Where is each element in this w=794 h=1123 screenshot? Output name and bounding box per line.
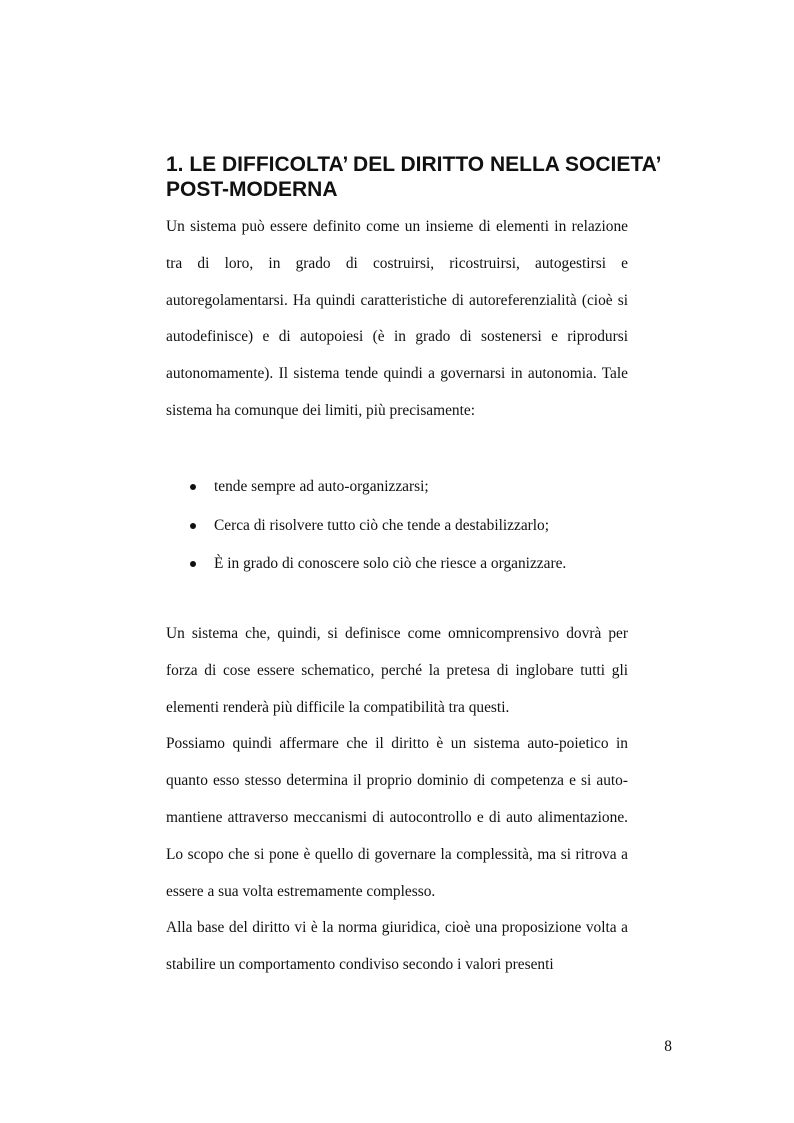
bullet-icon	[190, 484, 196, 490]
list-item-text: È in grado di conoscere solo ciò che riesce a organizzare.	[214, 555, 567, 572]
paragraph-omnicomprehensive: Un sistema che, quindi, si definisce come omnicomprensivo dovrà per forza di cose essere schematico, perché la pretesa di inglobare tutti gli elementi renderà più difficile la compatibilità tra questi.	[166, 625, 628, 716]
list-item	[166, 507, 628, 546]
paragraph-legal-norm: Alla base del diritto vi è la norma giuridica, cioè una proposizione volta a stabilire un comportamento condiviso secondo i valori presenti	[166, 919, 628, 974]
bullet-icon	[190, 561, 196, 567]
bullet-icon	[190, 523, 196, 529]
page-number: 8	[664, 1038, 672, 1055]
chapter-heading: 1. LE DIFFICOLTA’ DEL DIRITTO NELLA SOCIETA’ POST-MODERNA	[166, 153, 661, 201]
limits-list	[166, 468, 628, 584]
list-item-text: Cerca di risolvere tutto ciò che tende a destabilizzarlo;	[214, 516, 550, 534]
body-text-block	[166, 616, 628, 984]
paragraph-autopoietic-law: Possiamo quindi affermare che il diritto è un sistema auto-poietico in quanto esso stesso determina il proprio dominio di competenza e si auto-mantiene attraverso meccanismi di autocontrollo e di auto alimentazione. Lo scopo che si pone è quello di governare la complessità, ma si ritrova a essere a sua volta estremamente complesso.	[166, 735, 628, 900]
list-item-text: tende sempre ad auto-organizzarsi;	[214, 478, 429, 495]
list-item	[166, 468, 628, 507]
paragraph-system-definition: Un sistema può essere definito come un insieme di elementi in relazione tra di loro, in grado di costruirsi, ricostruirsi, autogestirsi e autoregolamentarsi. Ha quindi caratteristiche di autoreferenzialità (cioè si autodefinisce) e di autopoiesi (è in grado di sostenersi e riprodursi autonomamente). Il sistema tende quindi a governarsi in autonomia. Tale sistema ha comunque dei limiti, più precisamente:	[166, 218, 628, 419]
list-item	[166, 545, 628, 584]
